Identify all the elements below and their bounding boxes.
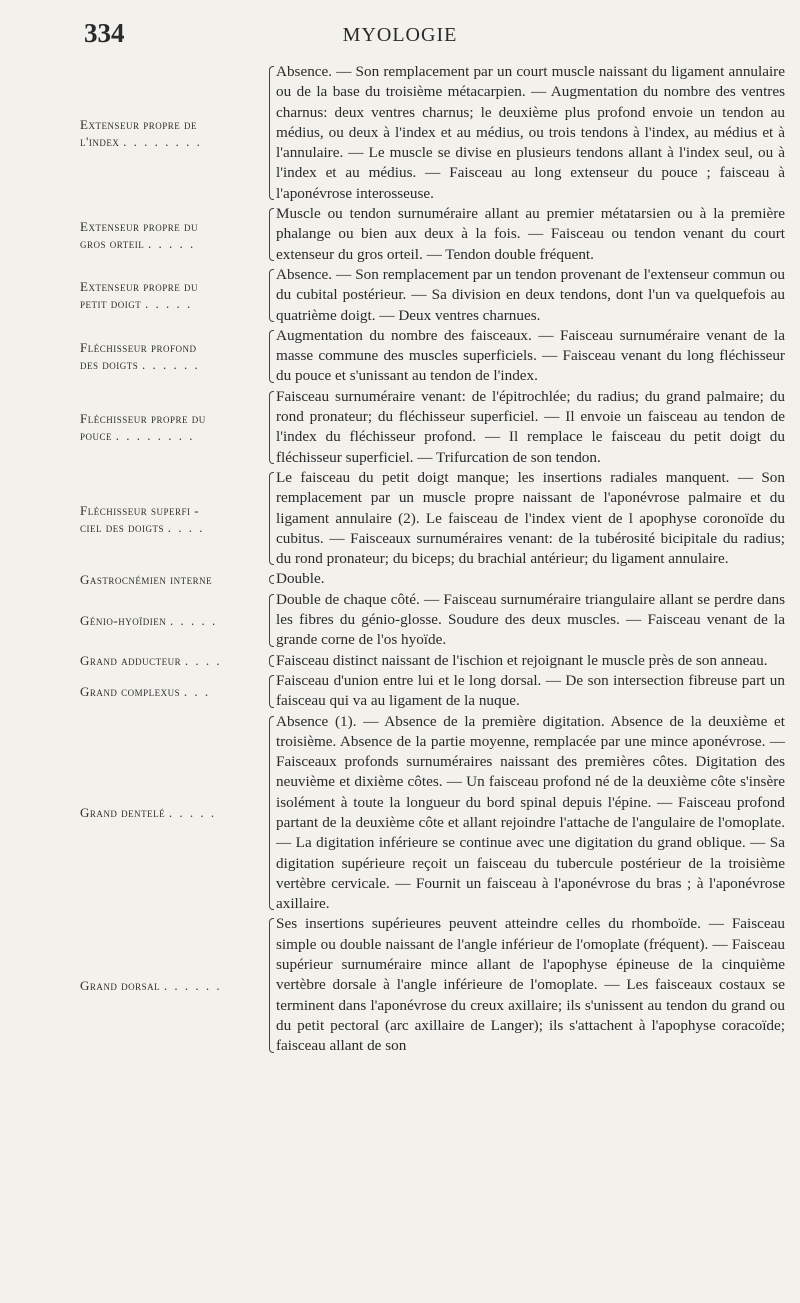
brace	[264, 387, 276, 468]
entry-label-main: Fléchisseur propre du	[80, 411, 206, 427]
brace	[264, 468, 276, 569]
entry-label-sub: pouce	[80, 428, 113, 444]
brace	[264, 712, 276, 915]
entry-description: Ses insertions supérieures peuvent atteindre celles du rhomboïde. — Faisceau simple ou double naissant de l'angle inférieur de l'omoplate (fréquent). — Faisceau supérieur surnuméraire mince allant de l'apophyse épineuse de la cinquième vertèbre dorsale à l'angle inférieure de l'omoplate. — Les faisceaux costaux se terminent dans l'aponévrose du creux axillaire; ils s'unissent au tendon du grand ou du petit pectoral (arc axillaire de Langer); ils s'attachent à l'apophyse coracoïde; faisceau allant de son	[276, 915, 785, 1055]
entry-description: Double.	[276, 570, 325, 588]
entry-label-sub: des doigts	[80, 357, 139, 373]
brace	[264, 671, 276, 712]
brace	[264, 651, 276, 671]
entry-label: Grand complexus . . .	[80, 683, 211, 699]
entry-label-main: Grand dorsal	[80, 978, 161, 993]
entry-description: Double de chaque côté. — Faisceau surnuméraire triangulaire allant se perdre dans les fibres du génio-glosse. Soudure des deux muscles. — Faisceau venant de la grande corne de l'os hyoïde.	[276, 590, 785, 649]
entry-description: Absence. — Son remplacement par un tendon provenant de l'extenseur commun ou du cubital postérieur. — Sa division en deux tendons, dont l'un va quelquefois au quatrième doigt. — Deux ventres charnues.	[276, 265, 785, 324]
entry-grand-dorsal	[80, 914, 785, 1056]
entry-description: Muscle ou tendon surnuméraire allant au premier métatarsien ou à la première phalange ou bien aux deux à la fois. — Faisceau ou tendon venant du court extenseur du gros orteil. — Tendon double fréquent.	[276, 205, 785, 263]
page-number: 334	[84, 18, 125, 48]
entry-extenseur-petit-doigt	[80, 265, 785, 326]
entry-label: Fléchisseur propre du pouce . . . . . . . .	[80, 387, 264, 468]
brace	[264, 62, 276, 204]
entry-label: Grand dentelé . . . . .	[80, 805, 217, 821]
entry-flechisseur-superficiel	[80, 468, 785, 569]
entry-description: Faisceau surnuméraire venant: de l'épitrochlée; du radius; du grand palmaire; du rond pronateur; du fléchisseur superficiel. — Il envoie un faisceau au tendon de l'index du fléchisseur profond. — Il remplace le faisceau du petit doigt du fléchisseur superficiel. — Trifurcation de son tendon.	[276, 387, 785, 466]
entry-label: Extenseur propre de l'index . . . . . . . .	[80, 62, 264, 204]
entry-label-sub: gros orteil	[80, 235, 145, 251]
entry-label-main: Fléchisseur profond	[80, 340, 197, 356]
entry-label-sub: petit doigt	[80, 296, 142, 312]
entry-label: Grand dorsal . . . . . .	[80, 978, 222, 993]
entry-label-main: Extenseur propre du	[80, 218, 198, 234]
entry-description: Augmentation du nombre des faisceaux. — Faisceau surnuméraire venant de la masse commune des muscles superficiels. — Faisceau venant du long fléchisseur du pouce et s'unissant au tendon de l'index.	[276, 326, 785, 385]
entry-extenseur-index	[80, 62, 785, 204]
entry-label-main: Grand adducteur	[80, 653, 182, 669]
entry-label-sub: l'index	[80, 134, 120, 150]
entry-description: Faisceau d'union entre lui et le long dorsal. — De son intersection fibreuse part un faisceau qui va au ligament de la nuque.	[276, 671, 785, 710]
entry-label: Extenseur propre du petit doigt . . . . .	[80, 265, 264, 326]
entry-flechisseur-pouce	[80, 387, 785, 468]
entry-grand-complexus	[80, 671, 785, 712]
entry-label-main: Fléchisseur superfi -	[80, 502, 200, 518]
entry-label-main: Grand complexus	[80, 683, 181, 699]
brace	[264, 204, 276, 265]
entry-gastrocnemien	[80, 569, 785, 589]
brace	[264, 569, 276, 589]
entry-label: Fléchisseur profond des doigts . . . . . .	[80, 326, 264, 387]
entry-flechisseur-profond	[80, 326, 785, 387]
entry-genio-hyoidien	[80, 590, 785, 651]
brace	[264, 914, 276, 1056]
entry-label-main: Gastrocnémien interne	[80, 572, 213, 588]
entry-description: Absence. — Son remplacement par un court muscle naissant du ligament annulaire ou de la base du troisième métacarpien. — Augmentation du nombre des ventres charnus: deux ventres charnus; le deuxième plus profond envoie un tendon au médius, ou deux à l'index et au médius, ou trois tendons à l'index, au médius et à l'annulaire. — Le muscle se divise en plusieurs tendons allant à l'index seul, ou à l'index et au médius. — Faisceau au long extenseur du pouce ; faisceau à l'aponévrose interosseuse.	[276, 63, 785, 202]
entry-grand-dentele	[80, 712, 785, 915]
entry-description: Absence (1). — Absence de la première digitation. Absence de la deuxième et troisième. Absence de la partie moyenne, remplacée par une mince aponévrose. — Faisceaux profonds surnuméraires naissant des premières côtes. Digitation des neuvième et dixième côtes. — Un faisceau profond né de la deuxième côte s'insère isolément à toute la longueur du bord spinal depuis l'épine. — Faisceau profond partant de la deuxième côte et allant rejoindre l'attache de l'angulaire de l'omoplate. — La digitation inférieure se continue avec une digitation du grand oblique. — Sa digitation supérieure reçoit un faisceau du tubercule postérieur de la troisième vertèbre cervicale. — Fournit un faisceau à l'aponévrose du bras ; à l'aponévrose axillaire.	[276, 712, 785, 913]
entry-label: Génio-hyoïdien . . . . .	[80, 612, 218, 628]
entry-label: Fléchisseur superfi - ciel des doigts . . . .	[80, 468, 264, 569]
brace	[264, 326, 276, 387]
entry-description: Le faisceau du petit doigt manque; les insertions radiales manquent. — Son remplacement par un muscle propre naissant de l'aponévrose palmaire et du ligament annulaire (2). Le faisceau de l'index vient de l apophyse coronoïde du cubitus. — Faisceaux surnuméraires venant: de la tubérosité bicipitale du radius; du rond pronateur; du biceps; du brachial antérieur; du ligament annulaire.	[276, 468, 785, 568]
entry-label-main: Génio-hyoïdien	[80, 612, 167, 628]
entry-label-main: Grand dentelé	[80, 805, 166, 821]
running-head: MYOLOGIE	[342, 24, 458, 46]
entry-label: Grand adducteur . . . .	[80, 653, 222, 669]
entry-label: Extenseur propre du gros orteil . . . . .	[80, 204, 264, 265]
entry-description: Faisceau distinct naissant de l'ischion et rejoignant le muscle près de son anneau.	[276, 651, 768, 669]
entry-label-main: Extenseur propre du	[80, 279, 198, 295]
brace	[264, 590, 276, 651]
entry-grand-adducteur	[80, 651, 785, 671]
entry-label-main: Extenseur propre de	[80, 117, 197, 133]
entry-label-sub: ciel des doigts	[80, 519, 164, 535]
muscle-variations-list	[80, 62, 785, 1057]
entry-label	[80, 569, 264, 589]
entry-extenseur-gros-orteil	[80, 204, 785, 265]
brace	[264, 265, 276, 326]
